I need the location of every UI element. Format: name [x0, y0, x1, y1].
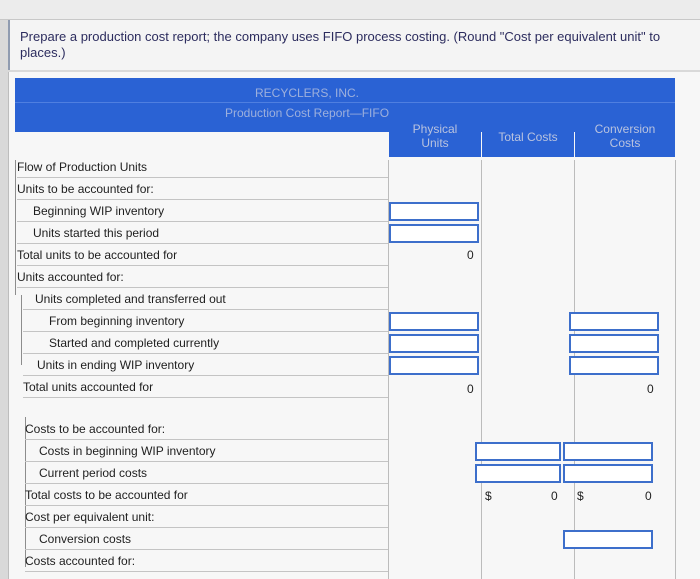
units-completed-label: Units completed and transferred out	[23, 288, 388, 310]
costs-to-account-label: Costs to be accounted for:	[25, 418, 388, 440]
current-period-costs-label: Current period costs	[25, 462, 388, 484]
row-cost-per-eu	[9, 506, 669, 528]
cost-per-eu-conversion-input[interactable]	[563, 530, 653, 549]
from-beginning-label: From beginning inventory	[23, 310, 388, 332]
current-period-total-input[interactable]	[475, 464, 561, 483]
col-header-total-costs	[482, 117, 574, 157]
row-total-costs-to-account	[9, 484, 669, 506]
row-costs-accounted-for	[9, 550, 669, 572]
started-completed-label: Started and completed currently	[23, 332, 388, 354]
instructions-text: Prepare a production cost report; the company uses FIFO process costing. (Round "Cost per equivalent unit" to	[20, 29, 661, 44]
col-header-conversion-line1: Conversion	[594, 122, 656, 136]
conversion-costs-dollar-sign: $	[577, 489, 584, 503]
instructions-panel	[8, 20, 700, 70]
units-started-physical-input[interactable]	[389, 224, 479, 243]
row-from-beginning	[9, 310, 669, 332]
total-costs-to-account-label: Total costs to be accounted for	[25, 484, 388, 506]
row-current-period-costs	[9, 462, 669, 484]
report-sheet	[8, 72, 700, 579]
total-units-accounted-label: Total units accounted for	[23, 376, 388, 398]
row-flow-header	[9, 156, 669, 178]
started-completed-conversion-input[interactable]	[569, 334, 659, 353]
row-costs-beginning-wip	[9, 440, 669, 462]
total-units-accounted-conversion-value: 0	[647, 382, 654, 396]
total-costs-dollar-sign: $	[485, 489, 492, 503]
total-units-accounted-physical-value: 0	[467, 382, 474, 396]
grid-line	[675, 160, 676, 579]
cost-per-eu-label: Cost per equivalent unit:	[25, 506, 388, 528]
col-header-total-label: Total Costs	[498, 130, 558, 144]
total-units-to-account-value: 0	[467, 248, 474, 262]
row-total-units-to-account	[9, 244, 669, 266]
banner-divider	[15, 102, 675, 103]
from-beginning-physical-input[interactable]	[389, 312, 479, 331]
total-units-to-account-label: Total units to be accounted for	[17, 244, 388, 266]
beginning-wip-label: Beginning WIP inventory	[17, 200, 388, 222]
total-conversion-costs-value: 0	[645, 489, 652, 503]
col-header-physical-line1: Physical	[412, 122, 458, 136]
col-header-conversion-costs	[575, 117, 675, 157]
row-total-units-accounted	[9, 376, 669, 398]
current-period-conversion-input[interactable]	[563, 464, 653, 483]
ending-wip-conversion-input[interactable]	[569, 356, 659, 375]
col-header-physical-units	[389, 117, 481, 157]
row-units-to-account	[9, 178, 669, 200]
row-costs-to-account	[9, 418, 669, 440]
units-ending-wip-label: Units in ending WIP inventory	[23, 354, 388, 376]
flow-header-label: Flow of Production Units	[17, 156, 388, 178]
col-header-physical-line2: Units	[421, 136, 449, 150]
beginning-wip-physical-input[interactable]	[389, 202, 479, 221]
total-costs-value: 0	[551, 489, 558, 503]
started-completed-physical-input[interactable]	[389, 334, 479, 353]
row-units-completed	[9, 288, 669, 310]
costs-beginning-wip-label: Costs in beginning WIP inventory	[25, 440, 388, 462]
report-title: Production Cost Report—FIFO	[224, 106, 390, 120]
row-units-ending-wip	[9, 354, 669, 376]
costs-beginning-wip-total-input[interactable]	[475, 442, 561, 461]
browser-top-strip	[0, 0, 700, 20]
company-name: RECYCLERS, INC.	[254, 86, 360, 100]
row-units-accounted-for	[9, 266, 669, 288]
row-started-completed	[9, 332, 669, 354]
row-units-started	[9, 222, 669, 244]
col-header-conversion-line2: Costs	[609, 136, 641, 150]
from-beginning-conversion-input[interactable]	[569, 312, 659, 331]
costs-beginning-wip-conversion-input[interactable]	[563, 442, 653, 461]
ending-wip-physical-input[interactable]	[389, 356, 479, 375]
row-beginning-wip	[9, 200, 669, 222]
conversion-costs-per-eu-label: Conversion costs	[25, 528, 388, 550]
row-conversion-costs-per-eu	[9, 528, 669, 550]
units-accounted-for-label: Units accounted for:	[17, 266, 388, 288]
instructions-text-cont: places.)	[20, 45, 66, 60]
units-started-label: Units started this period	[17, 222, 388, 244]
units-to-account-label: Units to be accounted for:	[17, 178, 388, 200]
costs-accounted-for-label: Costs accounted for:	[25, 550, 388, 572]
